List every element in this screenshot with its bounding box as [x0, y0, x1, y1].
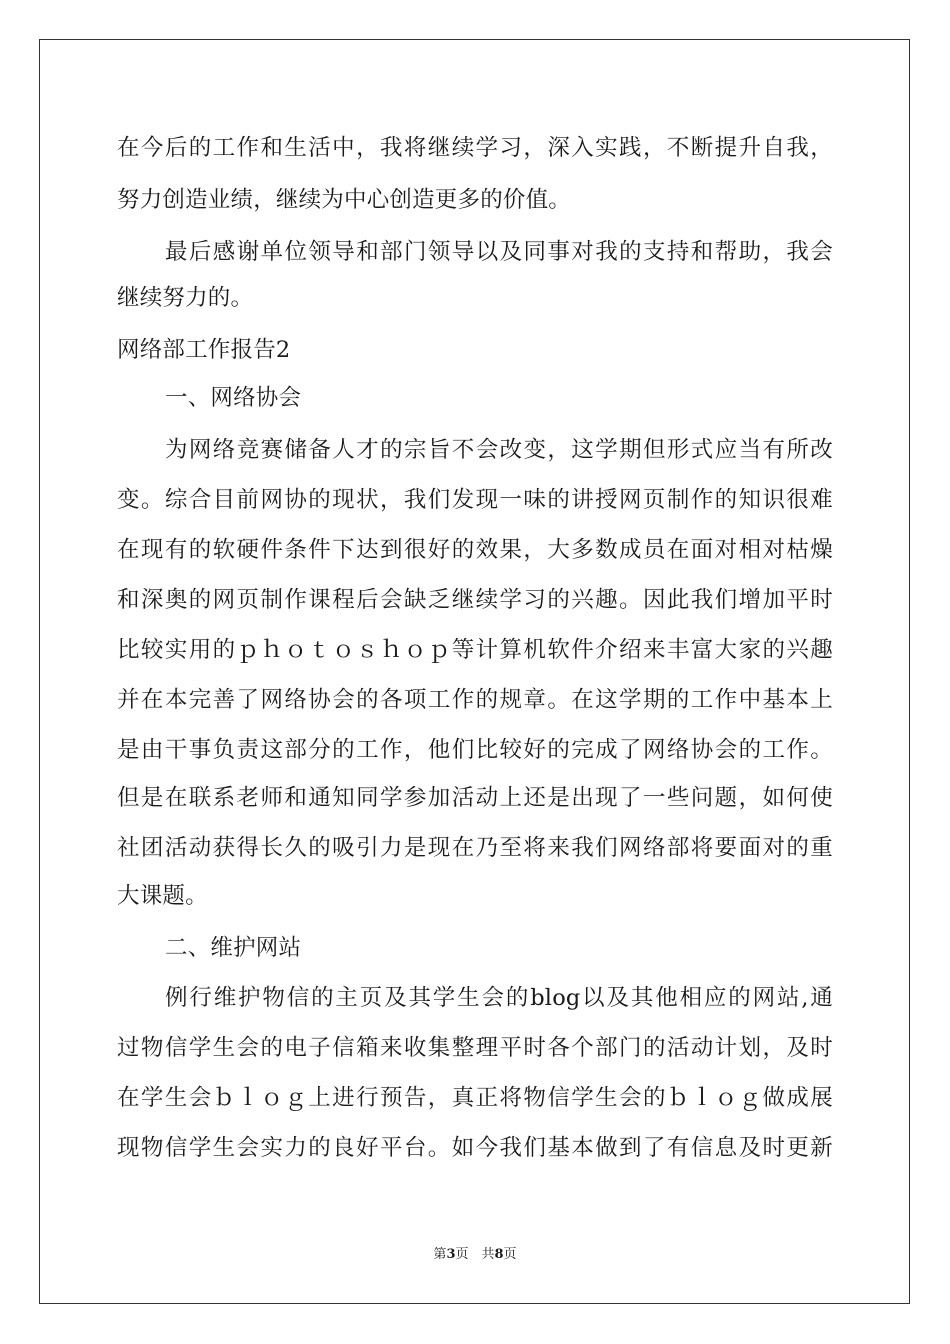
body-text-line: 大课题。	[117, 883, 208, 909]
body-text-line: 现物信学生会实力的良好平台。如今我们基本做到了有信息及时更新	[117, 1135, 833, 1161]
body-text-line: 为网络竞赛储备人才的宗旨不会改变，这学期但形式应当有所改	[165, 437, 833, 463]
body-text-line: 比较实用的ｐｈｏｔｏｓｈｏｐ等计算机软件介绍来丰富大家的兴趣	[117, 637, 833, 663]
footer-page-number: 3	[446, 1247, 456, 1262]
body-text-line: 和深奥的网页制作课程后会缺乏继续学习的兴趣。因此我们增加平时	[117, 587, 833, 613]
body-text-line: 是由干事负责这部分的工作，他们比较好的完成了网络协会的工作。	[117, 737, 833, 763]
body-text-line: 但是在联系老师和通知同学参加活动上还是出现了一些问题，如何使	[117, 785, 833, 811]
body-text-line: 社团活动获得长久的吸引力是现在乃至将来我们网络部将要面对的重	[117, 835, 833, 861]
body-text-line: 例行维护物信的主页及其学生会的blog以及其他相应的网站,通	[165, 985, 833, 1011]
body-text-line: 在学生会ｂｌｏｇ上进行预告，真正将物信学生会的ｂｌｏｇ做成展	[117, 1085, 833, 1111]
section-title: 网络部工作报告2	[117, 337, 291, 363]
body-text-line: 并在本完善了网络协会的各项工作的规章。在这学期的工作中基本上	[117, 687, 833, 713]
section-heading: 一、网络协会	[165, 385, 302, 411]
footer-suffix: 页	[503, 1247, 517, 1262]
body-text-line: 努力创造业绩，继续为中心创造更多的价值。	[117, 187, 572, 213]
body-text-line: 变。综合目前网协的现状，我们发现一味的讲授网页制作的知识很难	[117, 487, 833, 513]
footer-total-pages: 8	[494, 1247, 504, 1262]
section-heading: 二、维护网站	[165, 935, 302, 961]
body-text-line: 在现有的软硬件条件下达到很好的效果，大多数成员在面对相对枯燥	[117, 537, 833, 563]
body-text-line: 在今后的工作和生活中，我将继续学习，深入实践，不断提升自我，	[117, 135, 833, 161]
footer-mid: 页 共	[455, 1247, 495, 1262]
footer-prefix: 第	[433, 1247, 447, 1262]
body-text-line: 最后感谢单位领导和部门领导以及同事对我的支持和帮助，我会	[165, 239, 833, 265]
body-text-line: 过物信学生会的电子信箱来收集整理平时各个部门的活动计划，及时	[117, 1035, 833, 1061]
page-footer	[0, 1245, 950, 1265]
body-text-line: 继续努力的。	[117, 285, 254, 311]
